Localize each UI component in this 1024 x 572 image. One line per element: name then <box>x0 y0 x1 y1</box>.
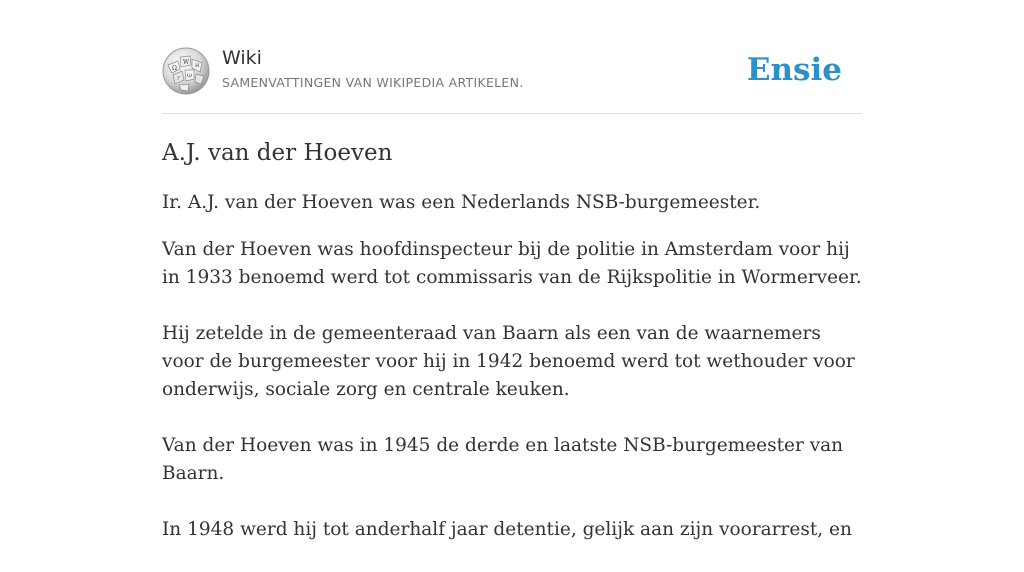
article-paragraph: Van der Hoeven was in 1945 de derde en laatste NSB-burgemeester van Baarn. <box>162 435 844 484</box>
svg-text:Ω: Ω <box>172 65 177 72</box>
ensie-logo-link[interactable]: Ensie <box>746 52 842 88</box>
article-body <box>162 189 862 572</box>
wikipedia-globe-icon[interactable] <box>162 47 210 95</box>
article-paragraph: Hij zetelde in de gemeenteraad van Baarn als een van de waarnemers voor de burgemeester voor hij in 1942 benoemd werd tot wethouder voor onderwijs, sociale zorg en centrale keuken. <box>162 323 855 400</box>
site-tagline: SAMENVATTINGEN VAN WIKIPEDIA ARTIKELEN. <box>222 75 524 90</box>
svg-text:И: И <box>195 63 200 69</box>
svg-text:W: W <box>183 59 190 66</box>
article-paragraph: Van der Hoeven was hoofdinspecteur bij de politie in Amsterdam voor hij in 1933 benoemd werd tot commissaris van de Rijkspolitie in Wormerveer. <box>162 239 862 288</box>
article-title: A.J. van der Hoeven <box>162 140 393 166</box>
site-header <box>162 42 862 98</box>
site-name[interactable]: Wiki <box>222 47 262 69</box>
article-paragraph: In 1948 werd hij tot anderhalf jaar detentie, gelijk aan zijn voorarrest, en <box>162 519 852 540</box>
svg-text:ア: ア <box>176 76 182 82</box>
article-lead: Ir. A.J. van der Hoeven was een Nederlands NSB-burgemeester. <box>162 192 761 213</box>
page <box>162 0 862 540</box>
header-divider <box>162 113 862 114</box>
svg-text:ω: ω <box>187 72 192 79</box>
